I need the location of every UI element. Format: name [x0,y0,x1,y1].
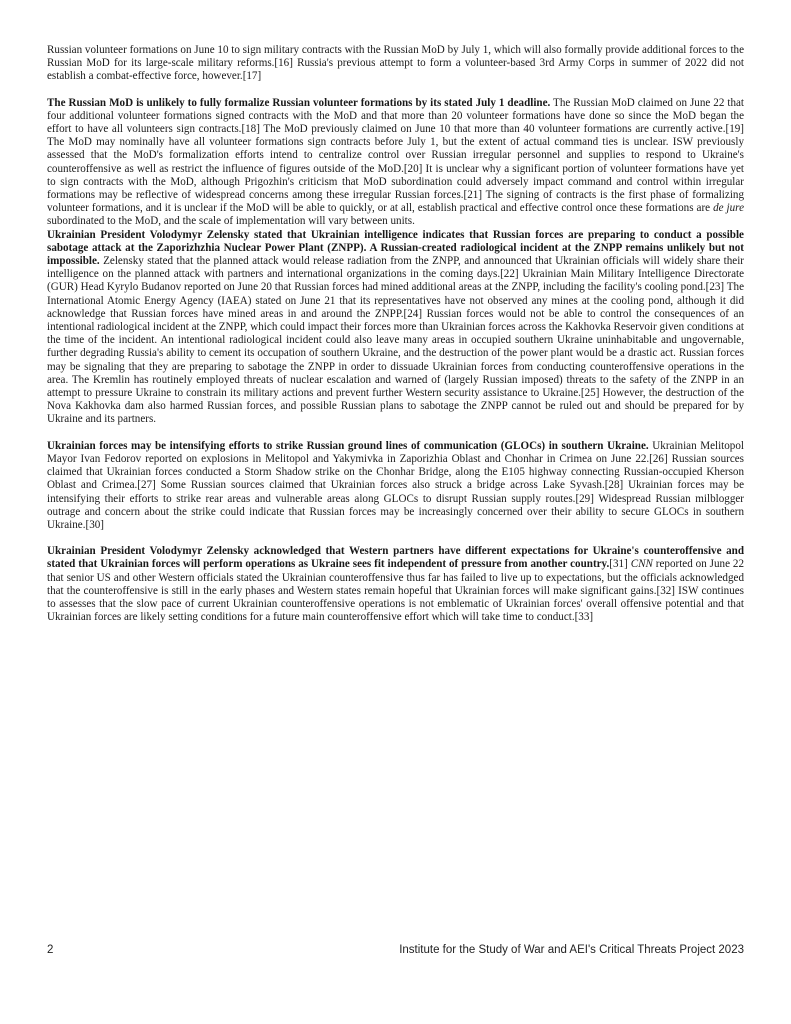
paragraph-lead: Ukrainian President Volodymyr Zelensky stated that Ukrainian intelligence indicates that Russian forces are preparing to conduct a possible sabotage attack at the Zaporizhzhia Nuclear Power Plant (ZNPP). A Russian-created radiological incident at the ZNPP remains unlikely but not impossible. [47,228,744,268]
paragraph-lead: Ukrainian forces may be intensifying efforts to strike Russian ground lines of communication (GLOCs) in southern Ukraine. [47,439,649,452]
paragraph-mod-formalization [47,97,744,229]
paragraph-glocs [47,440,744,532]
paragraph-western-expectations [47,545,744,624]
paragraph-znpp [47,229,744,427]
footer-organization: Institute for the Study of War and AEI's Critical Threats Project 2023 [399,944,744,956]
paragraph-text-tail: subordinated to the MoD, and the scale of implementation will vary between units. [47,215,415,228]
paragraph-text: Zelensky stated that the planned attack would release radiation from the ZNPP, and announced that Ukrainian officials will widely share their intelligence on the planned attack with partners and international organizations in the coming days.[22] Ukrainian Main Military Intelligence Directorate (GUR) Head Kyrylo Budanov reported on June 20 that Russian forces had mined additional areas at the ZNPP, including the facility's cooling pond.[23] The International Atomic Energy Agency (IAEA) stated on June 21 that its representatives have not observed any mines at the cooling pond, although it did acknowledge that Russian forces have mined areas in and around the ZNPP.[24] Russian forces would not be able to control the consequences of an intentional radiological incident at the ZNPP, which could impact their forces more than Ukrainian forces across the Kakhovka Reservoir given conditions at the time of the incident. An intentional radiological incident could also leave many areas in occupied southern Ukraine uninhabitable and ungovernable, further degrading Russia's ability to cement its occupation of southern Ukraine, and the destruction of the power plant would be a drastic act. Russian forces may be signaling that they are preparing to sabotage the ZNPP in order to dissuade Ukrainian forces from conducting counteroffensive operations in the area. The Kremlin has routinely employed threats of nuclear escalation and warned of (largely Russian imposed) threats to the safety of the ZNPP in an attempt to pressure Ukraine to constrain its military actions and prevent further Western security assistance to Ukraine.[25] However, the destruction of the Nova Kakhovka dam also harmed Russian forces, and possible Russian plans to sabotage the ZNPP cannot be ruled out and should be prepared for by Ukraine and its partners. [47,255,744,426]
paragraph-text-tail: reported on June 22 that senior US and other Western officials stated the Ukrainian counteroffensive thus far has failed to live up to expectations, but the officials acknowledged that the counteroffensive is still in the early phases and Western states remain hopeful that Ukrainian forces will make significant gains.[32] ISW continues to assesses that the slow pace of current Ukrainian counteroffensive operations is not emblematic of Ukrainian forces' overall offensive potential and that Ukrainian forces are likely setting conditions for a future main counteroffensive effort which will take time to conduct.[33] [47,558,745,624]
paragraph-text: Russian volunteer formations on June 10 to sign military contracts with the Russian MoD by July 1, which will also formally provide additional forces to the Russian MoD for its large-scale military reforms.[16] Russia's previous attempt to form a volunteer-based 3rd Army Corps in summer of 2022 did not establish a combat-effective force, however.[17] [47,44,744,83]
paragraph-lead: Ukrainian President Volodymyr Zelensky acknowledged that Western partners have different expectations for Ukraine's counteroffensive and stated that Ukrainian forces will perform operations as Ukraine sees fit independent of pressure from another country. [47,545,744,571]
paragraph-italic: de jure [713,202,744,215]
paragraph-volunteer-contracts [47,44,744,84]
page-number: 2 [47,944,54,956]
paragraph-italic: CNN [630,558,653,571]
paragraph-text: [31] [609,558,631,571]
paragraph-text: Ukrainian Melitopol Mayor Ivan Fedorov reported on explosions in Melitopol and Yakymivka in Zaporizhia Oblast and Chonhar in Crimea on June 22.[26] Russian sources claimed that Ukrainian forces conducted a Storm Shadow strike on the Chonhar Bridge, along the E105 highway connecting Russian-occupied Kherson Oblast and Crimea.[27] Some Russian sources claimed that Ukrainian forces also struck a bridge across Lake Syvash.[28] Ukrainian forces may be intensifying their efforts to strike rear areas and vulnerable areas along GLOCs to disrupt Russian supply routes.[29] Widespread Russian milblogger outrage and concern about the strike could indicate that Russian forces may be increasingly concerned over their ability to secure GLOCs in southern Ukraine.[30] [47,439,744,531]
document-body [47,44,744,624]
paragraph-lead: The Russian MoD is unlikely to fully formalize Russian volunteer formations by its stated July 1 deadline. [47,96,551,109]
paragraph-text: The Russian MoD claimed on June 22 that four additional volunteer formations signed contracts with the MoD and that more than 20 volunteer formations have done so since the MoD began the effort to have all volunteers sign contracts.[18] The MoD previously claimed on June 10 that more than 40 volunteer formations are currently active.[19] The MoD may nominally have all volunteer formations sign contracts before July 1, but the extent of actual command ties is unclear. ISW previously assessed that the MoD's formalization efforts intend to centralize control over Russian irregular personnel and supplies to respond to Ukraine's counteroffensive as well as restrict the influence of figures outside of the MoD.[20] It is unclear why a significant portion of volunteer formations have yet to sign contracts with the MoD, although Prigozhin's criticism that MoD subordination could adversely impact command and control within irregular formations may be reflective of widespread concerns among these irregular Russian forces.[21] The signing of contracts is the first phase of formalizing volunteer formations, and it is unclear if the MoD will be able to quickly, or at all, establish practical and effective control once these formations are [47,96,744,215]
